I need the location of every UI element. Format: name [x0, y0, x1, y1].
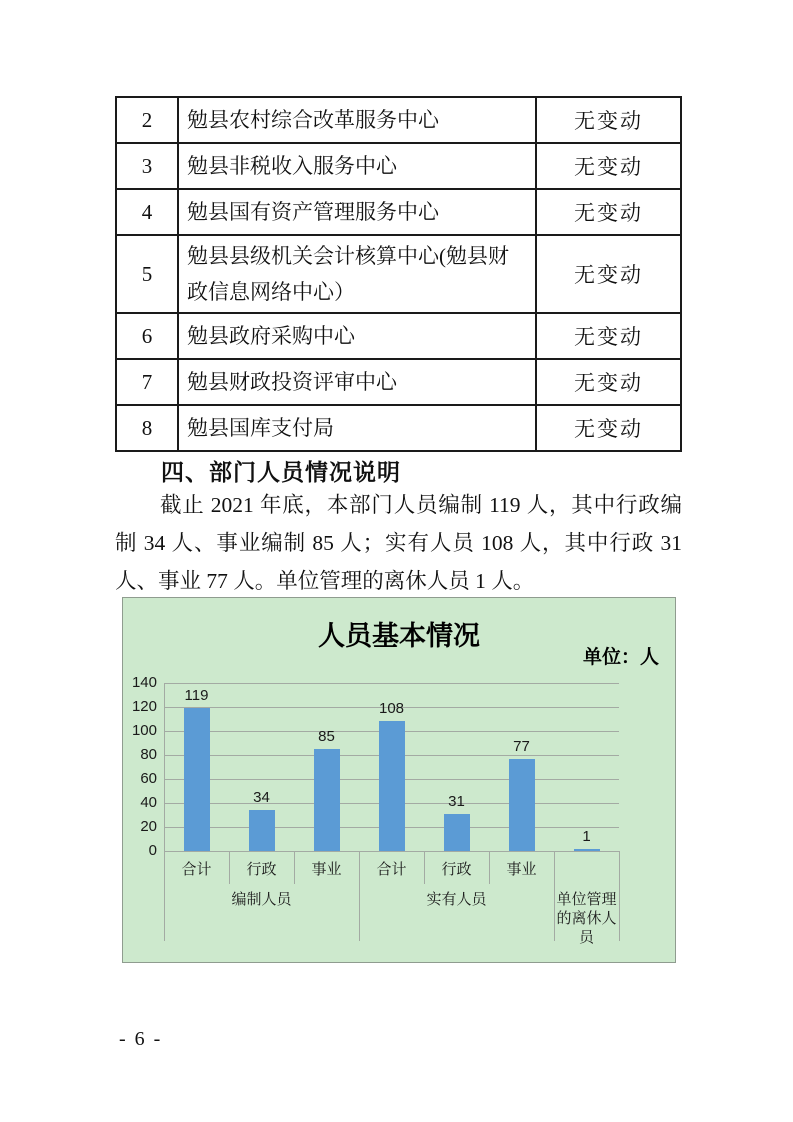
y-axis-tick-label: 60: [140, 770, 157, 787]
x-axis-group-label: 实有人员: [426, 891, 487, 908]
y-axis-tick-label: 40: [140, 794, 157, 811]
table-row: [116, 97, 681, 143]
x-axis-category-label: 合计: [181, 861, 212, 878]
table-cell-name: 勉县财政投资评审中心: [178, 359, 536, 405]
table-row: [116, 235, 681, 313]
group-divider-line: [554, 851, 555, 941]
chart-unit-label: 单位：人: [582, 647, 659, 668]
y-axis-tick-label: 100: [131, 722, 157, 739]
bar: [444, 814, 470, 851]
group-divider-line: [619, 851, 620, 941]
table-cell-name: 勉县农村综合改革服务中心: [178, 97, 536, 143]
org-change-table-body: [116, 97, 681, 451]
category-divider-line: [424, 851, 425, 884]
table-cell-status: 无变动: [536, 359, 681, 405]
table-row: [116, 405, 681, 451]
bar: [574, 849, 600, 851]
bar: [314, 749, 340, 851]
category-divider-line: [294, 851, 295, 884]
x-axis-category-label: 事业: [506, 861, 537, 878]
table-cell-num: 5: [116, 235, 178, 313]
section-heading: 四、部门人员情况说明: [161, 460, 401, 485]
bar-value-label: 108: [378, 700, 405, 717]
bar: [509, 759, 535, 851]
table-row: [116, 313, 681, 359]
bar-value-label: 77: [513, 738, 530, 755]
x-axis-category-label: 行政: [441, 861, 472, 878]
table-cell-num: 7: [116, 359, 178, 405]
table-row: [116, 143, 681, 189]
x-axis-group-label: 编制人员: [231, 891, 292, 908]
table-cell-name: 勉县县级机关会计核算中心(勉县财政信息网络中心）: [178, 235, 536, 313]
table-cell-name: 勉县非税收入服务中心: [178, 143, 536, 189]
y-axis-line: [164, 683, 165, 941]
bar: [249, 810, 275, 851]
y-axis-tick-label: 20: [140, 818, 157, 835]
table-cell-status: 无变动: [536, 235, 681, 313]
table-cell-name: 勉县国有资产管理服务中心: [178, 189, 536, 235]
gridline: [164, 851, 619, 852]
table-row: [116, 359, 681, 405]
x-axis-group-label: 单位管理的离休人员: [556, 891, 617, 946]
table-row: [116, 189, 681, 235]
table-cell-status: 无变动: [536, 313, 681, 359]
table-cell-num: 8: [116, 405, 178, 451]
group-divider-line: [359, 851, 360, 941]
category-divider-line: [229, 851, 230, 884]
body-paragraph: 截止 2021 年底，本部门人员编制 119 人，其中行政编制 34 人、事业编制 85 人；实有人员 108 人，其中行政 31 人、事业 77 人。单位管理的离休人员 1 人。: [115, 493, 682, 593]
table-cell-status: 无变动: [536, 143, 681, 189]
bar-value-label: 34: [253, 789, 270, 806]
y-axis-tick-label: 0: [148, 842, 157, 859]
chart-title: 人员基本情况: [318, 621, 480, 651]
bar-value-label: 1: [582, 828, 591, 845]
table-cell-name: 勉县政府采购中心: [178, 313, 536, 359]
table-cell-name: 勉县国库支付局: [178, 405, 536, 451]
bar: [379, 721, 405, 851]
y-axis-tick-label: 80: [140, 746, 157, 763]
y-axis-tick-label: 120: [131, 698, 157, 715]
x-axis-category-label: 事业: [311, 861, 342, 878]
page-number: - 6 -: [119, 1028, 163, 1050]
bar-value-label: 85: [318, 728, 335, 745]
x-axis-category-label: 合计: [376, 861, 407, 878]
gridline: [164, 683, 619, 684]
bar-value-label: 119: [184, 687, 209, 704]
bar: [184, 708, 210, 851]
personnel-bar-chart: [122, 597, 676, 963]
org-change-table: [115, 96, 682, 452]
table-cell-num: 2: [116, 97, 178, 143]
x-axis-category-label: 行政: [246, 861, 277, 878]
table-cell-status: 无变动: [536, 189, 681, 235]
table-cell-num: 4: [116, 189, 178, 235]
table-cell-status: 无变动: [536, 405, 681, 451]
category-divider-line: [489, 851, 490, 884]
table-cell-status: 无变动: [536, 97, 681, 143]
table-cell-num: 3: [116, 143, 178, 189]
table-cell-num: 6: [116, 313, 178, 359]
y-axis-tick-label: 140: [131, 674, 157, 691]
bar-value-label: 31: [448, 793, 465, 810]
